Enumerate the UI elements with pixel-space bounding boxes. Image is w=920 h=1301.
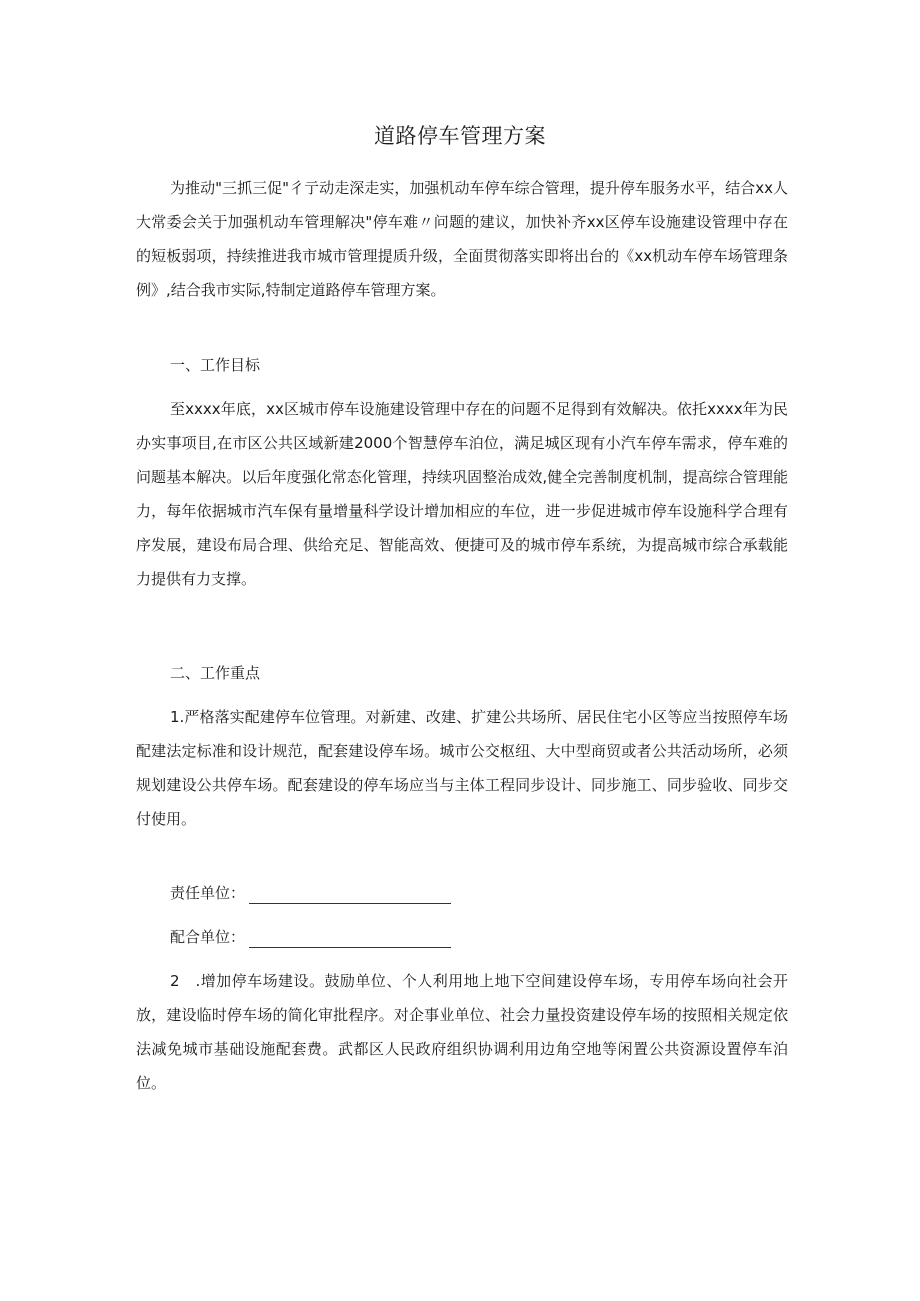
responsible-unit-blank [249,883,451,904]
task-item-1: 1.严格落实配建停车位管理。对新建、改建、扩建公共场所、居民住宅小区等应当按照停车场配建法定标准和设计规范，配套建设停车场。城市公交枢纽、大中型商贸或者公共活动场所，必须规划建设公共停车场。配套建设的停车场应当与主体工程同步设计、同步施工、同步验收、同步交付使用。 [136,708,788,828]
section-heading-key-tasks: 二、工作重点 [170,664,261,682]
intro-paragraph: 为推动"三抓三促"彳亍动走深走实，加强机动车停车综合管理，提升停车服务水平，结合xx人大常委会关于加强机动车管理解决"停车难〃问题的建议，加快补齐xx区停车设施建设管理中存在的短板弱项，持续推进我市城市管理提质升级，全面贯彻落实即将出台的《xx机动车停车场管理条例》,结合我市实际,特制定道路停车管理方案。 [136,179,788,299]
cooperating-unit-label: 配合单位： [170,928,246,946]
goals-paragraph: 至xxxx年底，xx区城市停车设施建设管理中存在的问题不足得到有效解决。依托xxxx年为民办实事项目,在市区公共区域新建2000个智慧停车泊位，满足城区现有小汽车停车需求，停车难的问题基本解决。以后年度强化常态化管理，持续巩固整治成效,健全完善制度机制，提高综合管理能力，每年依据城市汽车保有量增量科学设计增加相应的车位，进一步促进城市停车设施科学合理有序发展，建设布局合理、供给充足、智能高效、便捷可及的城市停车系统，为提高城市综合承载能力提供有力支撑。 [136,400,788,588]
cooperating-unit-field [170,920,451,954]
cooperating-unit-blank [249,927,451,948]
responsible-unit-field [170,876,451,910]
task-item-2: 2 .增加停车场建设。鼓励单位、个人利用地上地下空间建设停车场，专用停车场向社会开放，建设临时停车场的简化审批程序。对企事业单位、社会力量投资建设停车场的按照相关规定依法减免城市基础设施配套费。武都区人民政府组织协调利用边角空地等闲置公共资源设置停车泊位。 [136,972,788,1092]
section-heading-goals: 一、工作目标 [170,356,261,374]
responsible-unit-label: 责任单位： [170,884,246,902]
document-title: 道路停车管理方案 [374,124,546,148]
